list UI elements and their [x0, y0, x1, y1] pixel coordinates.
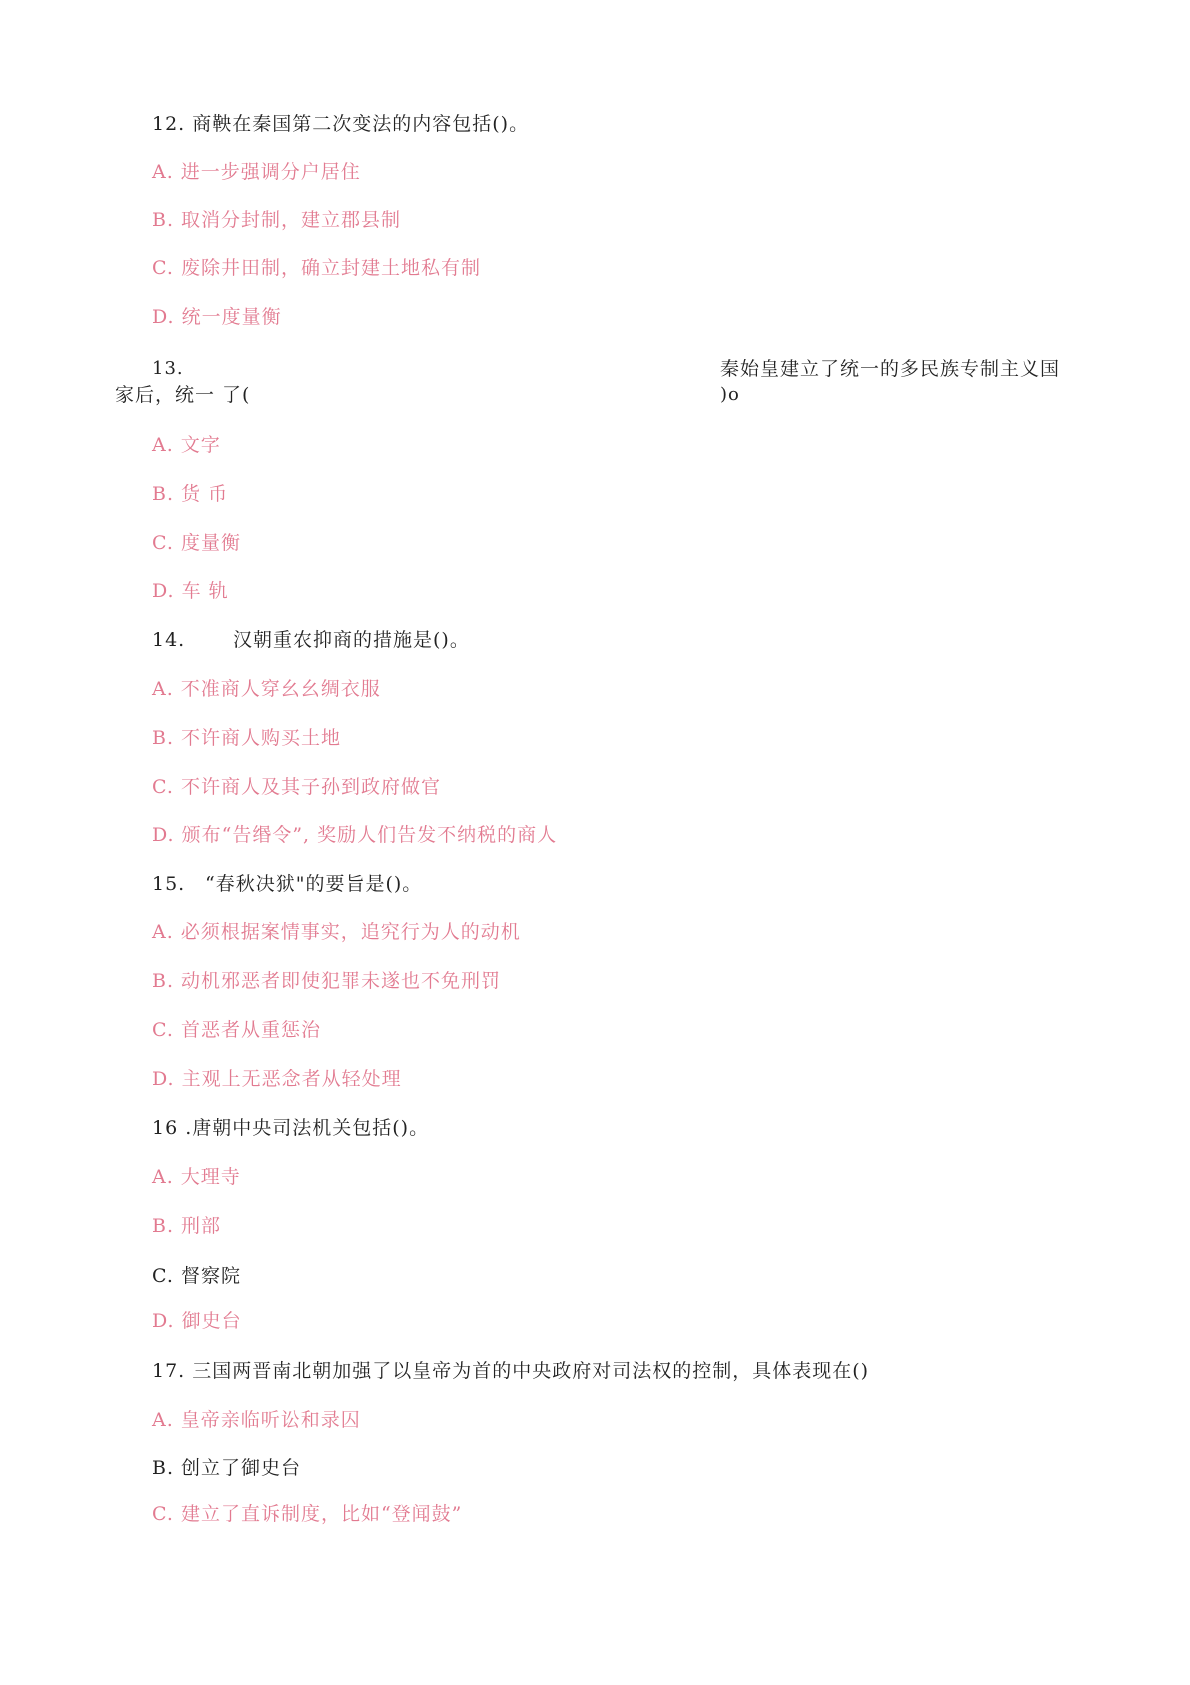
question-13-option-b: B. 货 币: [152, 483, 229, 505]
question-15-option-d: D. 主观上无恶念者从轻处理: [152, 1068, 402, 1090]
question-13-option-a: A. 文字: [152, 434, 221, 456]
question-12-option-b: B. 取消分封制，建立郡县制: [152, 209, 402, 231]
question-14-option-b: B. 不许商人购买土地: [152, 727, 342, 749]
question-15-option-b: B. 动机邪恶者即使犯罪未遂也不免刑罚: [152, 970, 502, 992]
question-12-option-d: D. 统一度量衡: [152, 306, 282, 328]
question-16-option-a: A. 大理寺: [152, 1166, 241, 1188]
question-15-number: 15.: [152, 873, 186, 895]
question-12-stem: 12. 商鞅在秦国第二次变法的内容包括()。: [152, 113, 530, 135]
question-14-option-c: C. 不许商人及其子孙到政府做官: [152, 776, 441, 798]
question-12-option-c: C. 废除井田制，确立封建土地私有制: [152, 257, 481, 279]
question-15-option-a: A. 必须根据案情事实，追究行为人的动机: [152, 921, 521, 943]
question-15-stem: “春秋决狱"的要旨是()。: [205, 873, 423, 895]
question-14-stem: 汉朝重农抑商的措施是()。: [233, 629, 470, 651]
question-14-number: 14.: [152, 629, 186, 651]
question-16-option-c: C. 督察院: [152, 1265, 241, 1287]
question-12-option-a: A. 进一步强调分户居住: [152, 161, 361, 183]
question-14-option-a: A. 不准商人穿幺幺绸衣服: [152, 678, 381, 700]
question-13-stem-continuation: 家后，统一 了(: [115, 384, 251, 406]
question-13-number: 13.: [152, 358, 184, 379]
question-16-stem: 16 .唐朝中央司法机关包括()。: [152, 1117, 430, 1139]
question-13-stem-right: 秦始皇建立了统一的多民族专制主义国: [720, 358, 1061, 380]
question-17-option-c: C. 建立了直诉制度，比如“登闻鼓”: [152, 1503, 463, 1525]
question-15-option-c: C. 首恶者从重惩治: [152, 1019, 321, 1041]
question-14-option-d: D. 颁布“告缗令”, 奖励人们告发不纳税的商人: [152, 824, 558, 846]
question-13-option-c: C. 度量衡: [152, 532, 241, 554]
question-13-stem-end: )o: [720, 384, 740, 405]
question-16-option-d: D. 御史台: [152, 1310, 242, 1332]
question-17-option-a: A. 皇帝亲临听讼和录囚: [152, 1409, 361, 1431]
question-13-option-d: D. 车 轨: [152, 580, 229, 602]
question-17-option-b: B. 创立了御史台: [152, 1457, 302, 1479]
question-17-stem: 17. 三国两晋南北朝加强了以皇帝为首的中央政府对司法权的控制，具体表现在(): [152, 1360, 870, 1382]
question-16-option-b: B. 刑部: [152, 1215, 222, 1237]
